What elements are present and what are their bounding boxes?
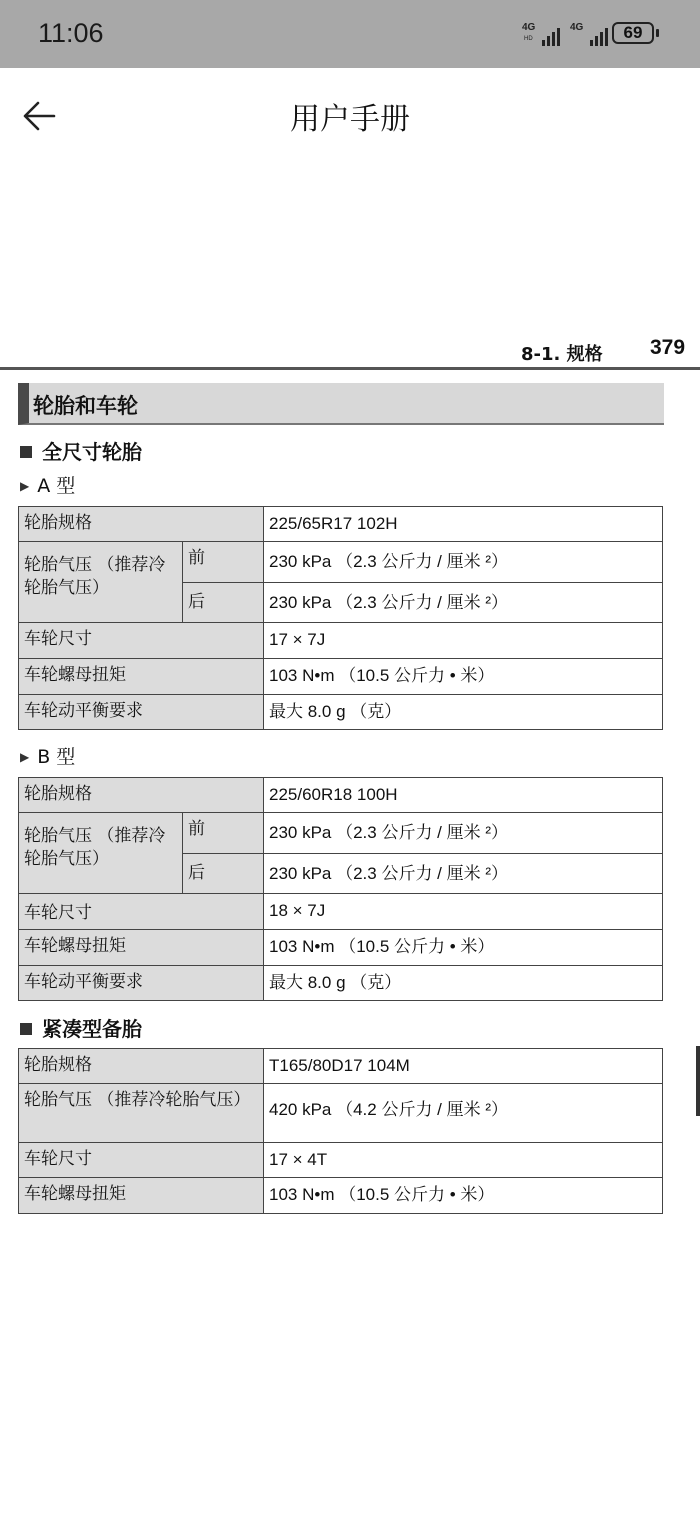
table-row: [19, 894, 663, 930]
full-size-tire-heading: [20, 436, 142, 465]
front-label: 前: [183, 813, 264, 854]
table-row: [19, 1049, 663, 1084]
network-hd-label: HD: [524, 36, 533, 42]
battery-tip: [656, 29, 659, 37]
tire-pressure-value: 420 kPa （4.2 公斤力 / 厘米 ²）: [264, 1084, 663, 1143]
table-row: [19, 623, 663, 659]
section-title: 轮胎和车轮: [33, 394, 138, 418]
balance-label: 车轮动平衡要求: [19, 695, 264, 730]
triangle-bullet-icon: ▶: [20, 750, 30, 764]
table-row: [19, 778, 663, 813]
tire-spec-label: 轮胎规格: [19, 507, 264, 542]
battery-icon: 69: [612, 22, 654, 44]
network-type-label-2: 4G: [570, 22, 584, 33]
front-pressure-value: 230 kPa （2.3 公斤力 / 厘米 ²）: [264, 813, 663, 854]
full-size-heading-text: 全尺寸轮胎: [42, 440, 142, 464]
tire-spec-value: 225/60R18 100H: [264, 778, 663, 813]
square-bullet-icon: [20, 1023, 32, 1035]
network-type-label: 4G: [522, 22, 536, 33]
wheel-size-value: 17 × 7J: [264, 623, 663, 659]
wheel-size-label: 车轮尺寸: [19, 623, 264, 659]
table-row: [19, 930, 663, 966]
table-row: [19, 1143, 663, 1178]
wheel-size-value: 18 × 7J: [264, 894, 663, 930]
type-a-spec-table: [18, 506, 663, 730]
table-row: [19, 966, 663, 1001]
nut-torque-value: 103 N•m （10.5 公斤力 • 米）: [264, 930, 663, 966]
table-row: [19, 507, 663, 542]
table-row: [19, 1084, 663, 1143]
page-edge-marker: [696, 1046, 700, 1116]
nut-torque-label: 车轮螺母扭矩: [19, 930, 264, 966]
compact-spare-heading: [20, 1013, 142, 1042]
type-b-spec-table: [18, 777, 663, 1001]
tire-spec-label: 轮胎规格: [19, 1049, 264, 1084]
rear-pressure-value: 230 kPa （2.3 公斤力 / 厘米 ²）: [264, 854, 663, 894]
type-b-heading: [20, 742, 75, 769]
nut-torque-label: 车轮螺母扭矩: [19, 659, 264, 695]
type-b-label: B 型: [37, 746, 76, 768]
page-number: 379: [650, 336, 686, 359]
tire-spec-label: 轮胎规格: [19, 778, 264, 813]
type-a-heading: [20, 471, 75, 498]
front-pressure-value: 230 kPa （2.3 公斤力 / 厘米 ²）: [264, 542, 663, 583]
square-bullet-icon: [20, 446, 32, 458]
table-row: [19, 813, 663, 854]
status-bar: [0, 0, 700, 68]
nut-torque-value: 103 N•m （10.5 公斤力 • 米）: [264, 659, 663, 695]
table-row: [19, 542, 663, 583]
tire-pressure-label: 轮胎气压 （推荐冷轮胎气压）: [19, 1084, 264, 1143]
wheel-size-label: 车轮尺寸: [19, 1143, 264, 1178]
balance-value: 最大 8.0 g （克）: [264, 966, 663, 1001]
front-label: 前: [183, 542, 264, 583]
table-row: [19, 659, 663, 695]
tire-pressure-label: 轮胎气压 （推荐冷轮胎气压）: [19, 813, 183, 894]
wheel-size-label: 车轮尺寸: [19, 894, 264, 930]
triangle-bullet-icon: ▶: [20, 479, 30, 493]
rear-label: 后: [183, 583, 264, 623]
app-title: 用户手册: [290, 102, 410, 137]
page-section-label: 8-1. 规格: [521, 344, 603, 365]
balance-label: 车轮动平衡要求: [19, 966, 264, 1001]
tire-pressure-label: 轮胎气压 （推荐冷轮胎气压）: [19, 542, 183, 623]
tire-spec-value: T165/80D17 104M: [264, 1049, 663, 1084]
wheel-size-value: 17 × 4T: [264, 1143, 663, 1178]
rear-pressure-value: 230 kPa （2.3 公斤力 / 厘米 ²）: [264, 583, 663, 623]
nut-torque-value: 103 N•m （10.5 公斤力 • 米）: [264, 1178, 663, 1214]
compact-spare-spec-table: [18, 1048, 663, 1214]
tire-spec-value: 225/65R17 102H: [264, 507, 663, 542]
balance-value: 最大 8.0 g （克）: [264, 695, 663, 730]
signal-icon: [522, 24, 564, 46]
signal-icon-2: [570, 24, 612, 46]
compact-spare-heading-text: 紧凑型备胎: [42, 1017, 142, 1041]
status-time: 11:06: [38, 18, 104, 48]
header-divider: [0, 367, 700, 370]
table-row: [19, 695, 663, 730]
nut-torque-label: 车轮螺母扭矩: [19, 1178, 264, 1214]
rear-label: 后: [183, 854, 264, 894]
table-row: [19, 1178, 663, 1214]
section-title-bar: [18, 383, 664, 425]
type-a-label: A 型: [37, 475, 76, 497]
